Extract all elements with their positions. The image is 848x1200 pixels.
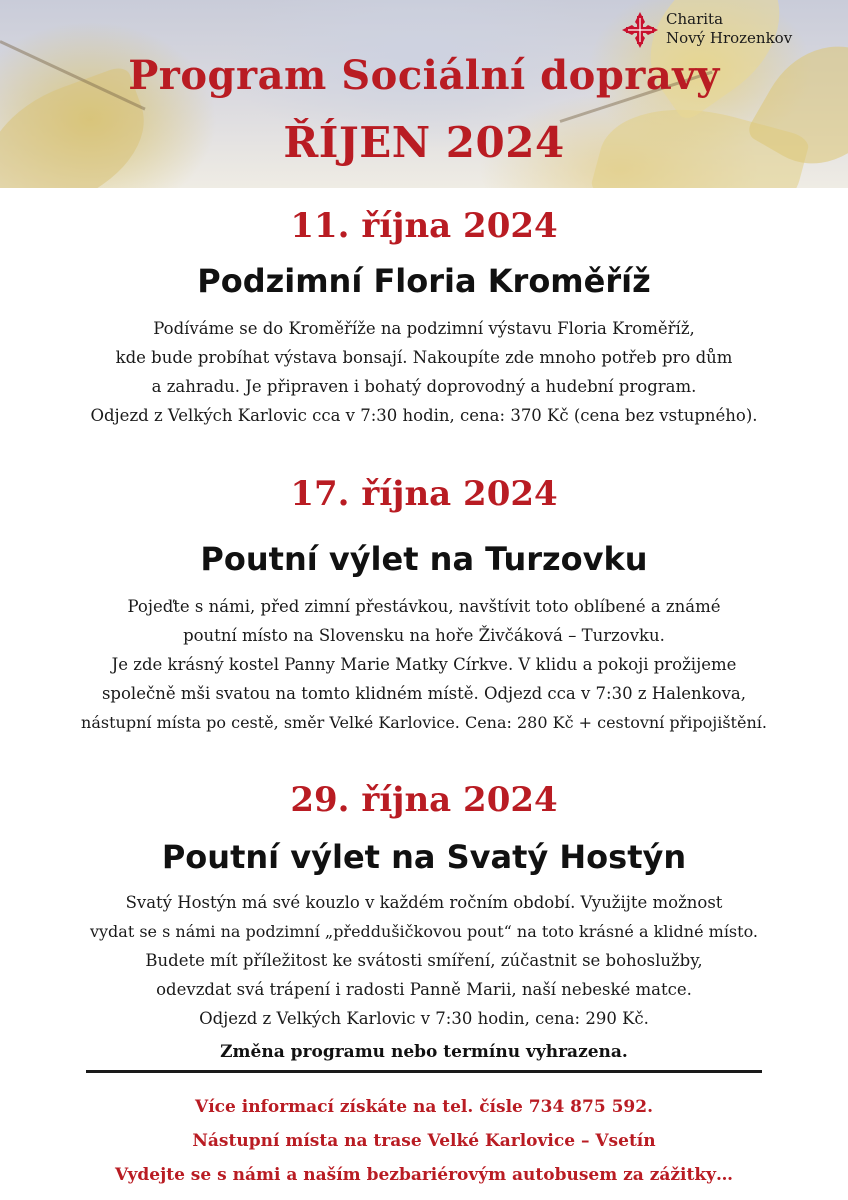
logo-line-2: Nový Hrozenkov [666, 29, 793, 47]
info-line: Vydejte se s námi a naším bezbariérovým autobusem za zážitky… [114, 1165, 734, 1185]
contact-info [0, 1090, 848, 1192]
description-line: odevzdat svá trápení i radosti Panně Marii, naší nebeské matce. [156, 980, 692, 999]
description-line: kde bude probíhat výstava bonsají. Nakoupíte zde mnoho potřeb pro dům [115, 348, 733, 367]
description-line: a zahradu. Je připraven i bohatý doprovodný a hudební program. [151, 377, 697, 396]
logo-line-1: Charita [666, 10, 724, 28]
description-line: Odjezd z Velkých Karlovic cca v 7:30 hodin, cena: 370 Kč (cena bez vstupného). [90, 406, 758, 425]
event-description [0, 314, 848, 430]
info-line: Nástupní místa na trase Velké Karlovice – Vsetín [192, 1131, 656, 1151]
info-line: Více informací získáte na tel. čísle 734 875 592. [195, 1097, 653, 1117]
header-banner [0, 0, 848, 188]
event-date: 11. října 2024 [290, 206, 558, 246]
description-line: poutní místo na Slovensku na hoře Živčáková – Turzovku. [183, 626, 665, 645]
description-line: Budete mít příležitost ke svátosti smíření, zúčastnit se bohoslužby, [145, 951, 703, 970]
event-title: Poutní výlet na Turzovku [200, 540, 648, 578]
charita-logo [620, 10, 792, 50]
charita-cross-icon [620, 10, 660, 50]
event-title: Poutní výlet na Svatý Hostýn [161, 838, 687, 876]
description-line: Pojeďte s námi, před zimní přestávkou, navštívit toto oblíbené a známé [127, 597, 721, 616]
event-date: 17. října 2024 [290, 474, 558, 514]
event-description [0, 888, 848, 1033]
change-notice: Změna programu nebo termínu vyhrazena. [220, 1042, 628, 1062]
description-line: Je zde krásný kostel Panny Marie Matky Církve. V klidu a pokoji prožijeme [111, 655, 737, 674]
event-date: 29. října 2024 [290, 780, 558, 820]
logo-text [666, 10, 792, 48]
description-line: nástupní místa po cestě, směr Velké Karlovice. Cena: 280 Kč + cestovní připojištění. [81, 713, 767, 732]
event-title: Podzimní Floria Kroměříž [197, 262, 651, 300]
description-line: Odjezd z Velkých Karlovic v 7:30 hodin, cena: 290 Kč. [199, 1009, 649, 1028]
description-line: vydat se s námi na podzimní „předdušičkovou pout“ na toto krásné a klidné místo. [89, 922, 759, 941]
description-line: společně mši svatou na tomto klidném místě. Odjezd cca v 7:30 z Halenkova, [101, 684, 747, 703]
divider-line [86, 1070, 762, 1073]
description-line: Svatý Hostýn má své kouzlo v každém ročním období. Využijte možnost [125, 893, 723, 912]
event-description [0, 592, 848, 737]
description-line: Podíváme se do Kroměříže na podzimní výstavu Floria Kroměříž, [153, 319, 695, 338]
page-subtitle-month: ŘÍJEN 2024 [283, 118, 565, 167]
page-title: Program Sociální dopravy [128, 52, 720, 99]
